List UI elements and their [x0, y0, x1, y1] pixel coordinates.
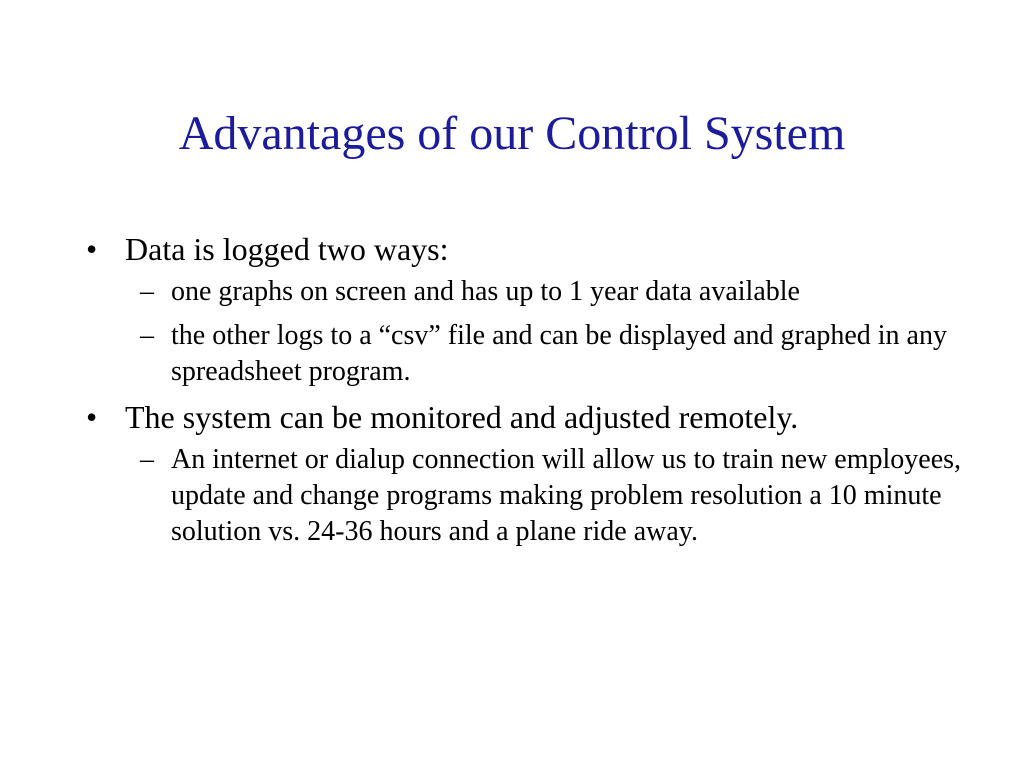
bullet-marker: • [86, 231, 98, 267]
sub-bullet-csv-log [86, 318, 966, 390]
dash-marker: – [140, 320, 154, 351]
sub-bullet-text: one graphs on screen and has up to 1 year data available [171, 276, 800, 307]
dash-marker: – [140, 276, 154, 307]
bullet-text: Data is logged two ways: [125, 231, 449, 267]
slide-body [86, 230, 966, 558]
bullet-text: The system can be monitored and adjusted remotely. [125, 399, 799, 435]
sub-bullet-internet-connection [86, 442, 966, 550]
slide-title: Advantages of our Control System [178, 107, 846, 160]
bullet-marker: • [86, 399, 98, 435]
sub-bullet-on-screen-graph [86, 274, 966, 310]
bullet-remote-monitoring [86, 398, 966, 436]
sub-bullet-text: An internet or dialup connection will allow us to train new employees, update and change programs making problem resolution a 10 minute solution vs. 24-36 hours and a plane ride away. [171, 444, 962, 547]
sub-bullet-list [86, 442, 966, 550]
sub-bullet-text: the other logs to a “csv” file and can be displayed and graphed in any spreadsheet program. [171, 320, 947, 387]
dash-marker: – [140, 444, 154, 475]
bullet-data-logging [86, 230, 966, 268]
sub-bullet-list [86, 274, 966, 390]
